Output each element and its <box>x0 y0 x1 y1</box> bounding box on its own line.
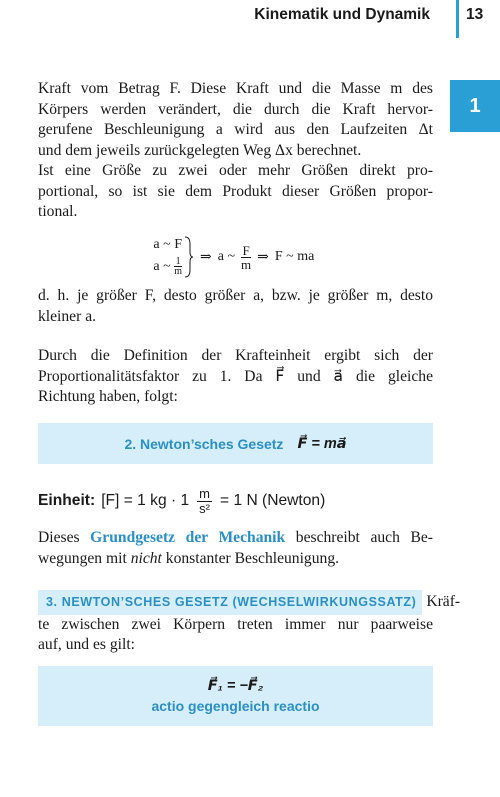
text-line: auf, und es gilt: <box>38 636 136 653</box>
formula-result: F ~ ma <box>274 249 315 264</box>
text-line: portional, so ist sie dem Produkt dieser Größen propor- <box>38 182 433 200</box>
formula-row-2: a ~ $\frac{1}{m}$ <box>153 256 182 278</box>
text-line: gerufene Beschleunigung a wird aus den Laufzeiten Δt <box>38 121 433 138</box>
text-line: 3. NEWTON’SCHES GESETZ (WECHSELWIRKUNGSSATZ) Kräf- <box>38 590 433 615</box>
text-line: Proportionalitätsfaktor zu 1. Da F⃗ und a⃗ die gleiche <box>38 367 433 385</box>
text-line: Dieses Grundgesetz der Mechanik beschreibt auch Be- <box>38 529 433 546</box>
text-line: Körpers werden verändert, die durch die Kraft hervor- <box>38 100 433 118</box>
newton3-caption: actio gegengleich reactio <box>151 698 320 714</box>
page-number: 13 <box>466 6 484 23</box>
newton3-tag: 3. NEWTON’SCHES GESETZ (WECHSELWIRKUNGSSATZ) <box>38 590 422 615</box>
chapter-tab: 1 <box>450 80 500 132</box>
implies-arrow: ⇒ <box>257 249 269 265</box>
text-line: Kraft vom Betrag F. Diese Kraft und die Masse m des <box>38 80 433 97</box>
brace-icon <box>184 236 194 278</box>
unit-label: Einheit: <box>38 492 96 509</box>
implies-arrow: ⇒ <box>200 249 212 265</box>
text-line: wegungen mit nicht konstanter Beschleunigung. <box>38 549 340 567</box>
text-line: te zwischen zwei Körpern treten immer nur paarweise <box>38 615 433 633</box>
header-title: Kinematik und Dynamik <box>254 6 430 23</box>
newton2-box <box>38 423 433 464</box>
paragraph-intro <box>38 79 433 223</box>
unit-definition: Einheit: [F] = 1 kg · 1 $\frac{m}{\text{s²}}$ = 1 N (Newton) <box>38 485 326 516</box>
paragraph-definition <box>38 346 433 408</box>
newton3-box <box>38 666 433 726</box>
text-line: Durch die Definition der Krafteinheit ergibt sich der <box>38 347 433 364</box>
text-line: kleiner a. <box>38 307 97 325</box>
paragraph-newton3 <box>38 590 461 656</box>
text-line: tional. <box>38 203 78 220</box>
keyword-grundgesetz: Grundgesetz der Mechanik <box>90 529 286 546</box>
text-line: Ist eine Größe zu zwei oder mehr Größen direkt pro- <box>38 162 433 179</box>
header-rule <box>456 0 459 38</box>
newton2-formula: F⃗ = ma⃗ <box>297 435 347 452</box>
text-line: d. h. je größer F, desto größer a, bzw. je größer m, desto <box>38 287 433 304</box>
newton3-formula: F⃗₁ = −F⃗₂ <box>207 678 264 694</box>
text-line: und dem jeweils zurückgelegten Weg Δx berechnet. <box>38 141 362 159</box>
paragraph-grundgesetz <box>38 528 433 569</box>
paragraph-proportional <box>38 286 433 327</box>
newton2-label: 2. Newton’sches Gesetz <box>124 435 284 452</box>
text-line: Richtung haben, folgt: <box>38 388 178 405</box>
proportionality-formula: a ~ F a ~ $\frac{1}{m}$ ⇒ a ~ F m ⇒ F ~ ma <box>132 234 362 280</box>
formula-row-1: a ~ F <box>153 237 182 252</box>
